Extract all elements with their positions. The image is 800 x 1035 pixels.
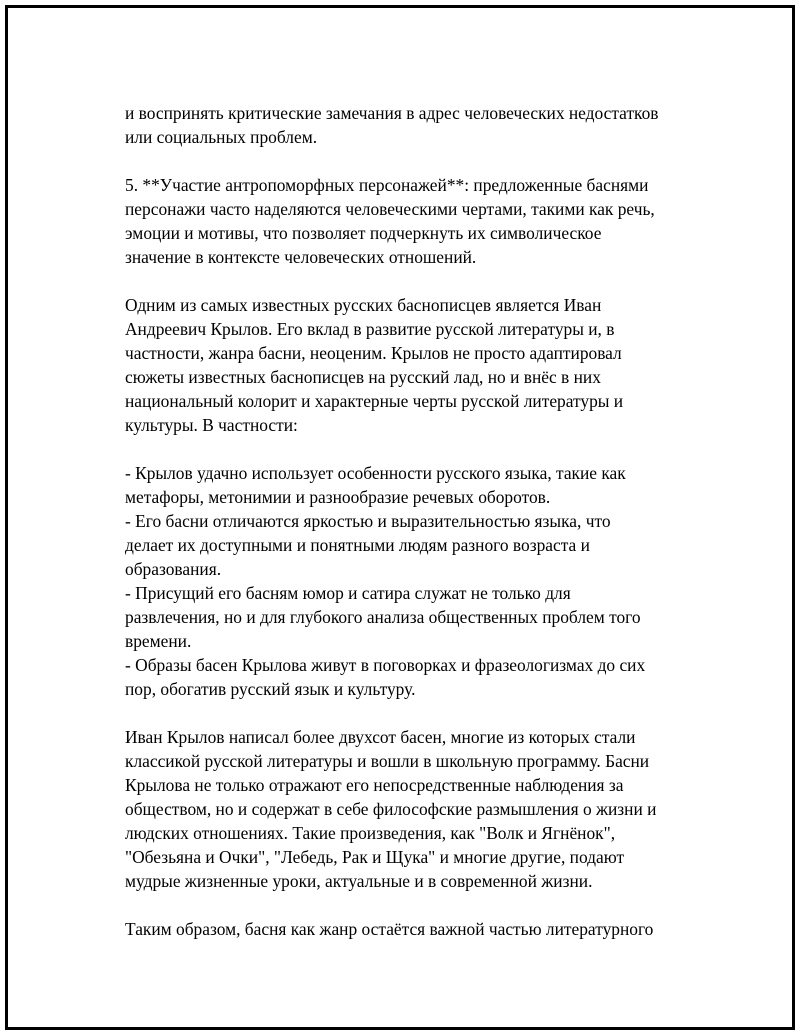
text-line: метафоры, метонимии и разнообразие речевых оборотов. [125, 487, 551, 507]
text-line: значение в контексте человеческих отношений. [125, 247, 477, 267]
text-line: "Обезьяна и Очки", "Лебедь, Рак и Щука" и многие другие, подают [125, 847, 625, 867]
text-line: и воспринять критические замечания в адрес человеческих недостатков [125, 103, 659, 123]
paragraph-conclusion [125, 917, 725, 941]
text-line: 5. **Участие антропоморфных персонажей**: предложенные баснями [125, 175, 649, 195]
text-line: пор, обогатив русский язык и культуру. [125, 679, 416, 699]
text-line: частности, жанра басни, неоценим. Крылов не просто адаптировал [125, 343, 622, 363]
text-line: Иван Крылов написал более двухсот басен, многие из которых стали [125, 727, 636, 747]
document-body [125, 101, 725, 965]
text-line: Одним из самых известных русских баснописцев является Иван [125, 295, 602, 315]
text-line: - Крылов удачно использует особенности русского языка, такие как [125, 463, 626, 483]
paragraph-krylov-intro [125, 293, 725, 437]
text-line: Андреевич Крылов. Его вклад в развитие русской литературы и, в [125, 319, 615, 339]
paragraph-point-5 [125, 173, 725, 269]
text-line: эмоции и мотивы, что позволяет подчеркнуть их символическое [125, 223, 602, 243]
text-line: Крылова не только отражают его непосредственные наблюдения за [125, 775, 624, 795]
text-line: сюжеты известных баснописцев на русский лад, но и внёс в них [125, 367, 601, 387]
page-frame [5, 5, 795, 1030]
text-line: Таким образом, басня как жанр остаётся важной частью литературного [125, 919, 654, 939]
text-line: людских отношениях. Такие произведения, как "Волк и Ягнёнок", [125, 823, 616, 843]
paragraph-krylov-list [125, 461, 725, 701]
text-line: образования. [125, 559, 222, 579]
text-line: делает их доступными и понятными людям разного возраста и [125, 535, 590, 555]
text-line: персонажи часто наделяются человеческими чертами, такими как речь, [125, 199, 655, 219]
text-line: времени. [125, 631, 192, 651]
text-line: национальный колорит и характерные черты русской литературы и [125, 391, 624, 411]
text-line: мудрые жизненные уроки, актуальные и в современной жизни. [125, 871, 593, 891]
text-line: обществом, но и содержат в себе философские размышления о жизни и [125, 799, 657, 819]
text-line: - Присущий его басням юмор и сатира служат не только для [125, 583, 571, 603]
paragraph-intro-continuation [125, 101, 725, 149]
text-line: - Образы басен Крылова живут в поговорках и фразеологизмах до сих [125, 655, 646, 675]
text-line: классикой русской литературы и вошли в школьную программу. Басни [125, 751, 650, 771]
text-line: развлечения, но и для глубокого анализа общественных проблем того [125, 607, 641, 627]
paragraph-krylov-works [125, 725, 725, 893]
text-line: или социальных проблем. [125, 127, 318, 147]
text-line: - Его басни отличаются яркостью и выразительностью языка, что [125, 511, 611, 531]
text-line: культуры. В частности: [125, 415, 298, 435]
